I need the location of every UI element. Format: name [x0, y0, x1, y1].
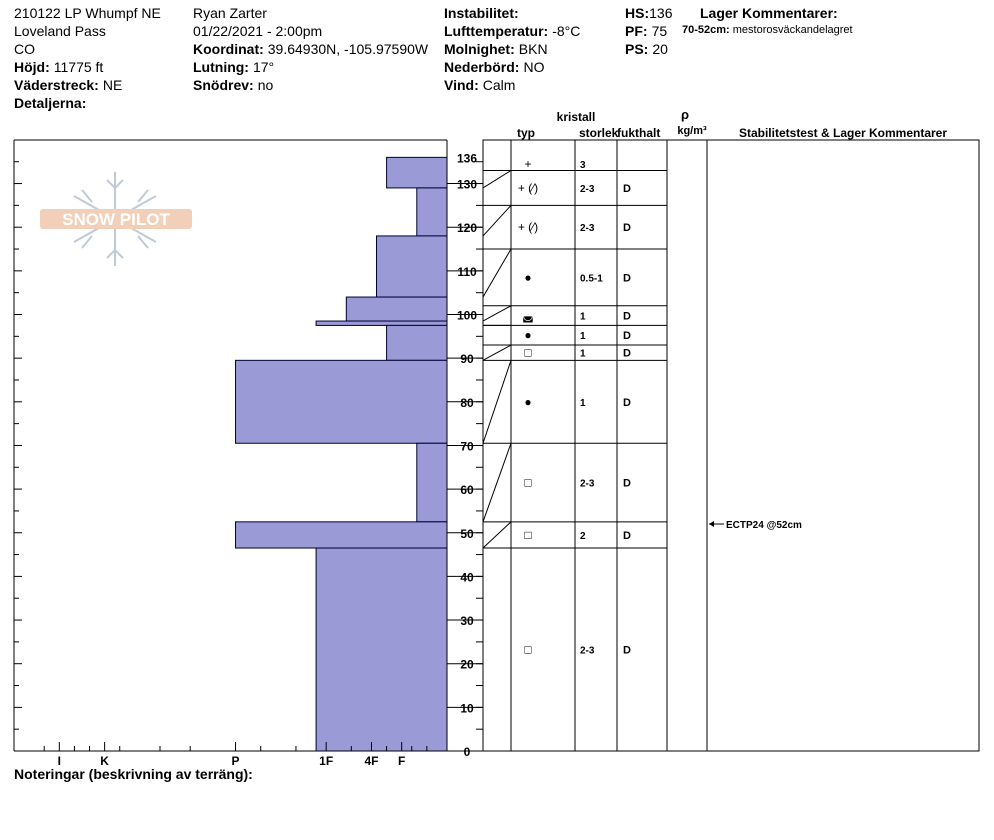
hardness-bar	[316, 321, 447, 325]
height-tick-label: 90	[460, 352, 474, 367]
height-tick-label: 60	[460, 483, 474, 498]
layer-connector	[483, 443, 511, 522]
moisture-value: D	[623, 330, 631, 343]
moisture-value: D	[623, 396, 631, 409]
grain-size: 2-3	[580, 223, 595, 235]
height-tick-label: 40	[460, 570, 474, 585]
grain-type: + (⁄)	[517, 180, 539, 195]
grain-size: 3	[580, 159, 586, 171]
grain-size: 2-3	[580, 478, 595, 490]
height-tick-label: 80	[460, 395, 474, 410]
hardness-bars	[236, 157, 447, 751]
height-tick-label: 20	[460, 657, 474, 672]
details-field: Detaljerna:	[14, 95, 87, 111]
layer-connector	[483, 306, 511, 321]
height-tick-label: 130	[456, 177, 478, 192]
observation-datetime: 01/22/2021 - 2:00pm	[193, 23, 323, 39]
layer-comments-title: Lager Kommentarer:	[700, 5, 838, 21]
hardness-tick-label: I	[57, 754, 61, 768]
sky-field: Molnighet: BKN	[444, 41, 548, 57]
hardness-bar	[316, 548, 447, 751]
observer-name: Ryan Zarter	[193, 5, 267, 21]
layer-connector	[483, 345, 511, 360]
logo-text: SNOW PILOT	[62, 210, 170, 229]
hardness-plot	[14, 140, 483, 768]
height-tick-label: 10	[460, 701, 474, 716]
moisture-value: D	[623, 529, 631, 542]
hs-field: HS:136	[625, 5, 673, 21]
height-tick-label: 70	[460, 439, 474, 454]
col-stability: Stabilitetstest & Lager Kommentarer	[738, 126, 948, 140]
location-name: Loveland Pass	[14, 23, 106, 39]
aspect-field: Väderstreck: NE	[14, 77, 123, 93]
grain-size: 2-3	[580, 645, 595, 657]
grain-size: 0.5-1	[580, 273, 603, 285]
grain-size: 1	[580, 311, 586, 323]
grain-type: □	[524, 642, 532, 657]
state-name: CO	[14, 41, 35, 57]
col-size: storlek	[579, 126, 619, 140]
blowing-snow-field: Snödrev: no	[193, 77, 274, 93]
layer-connectors	[483, 170, 511, 548]
moisture-value: D	[623, 347, 631, 360]
col-moisture: fukthalt	[617, 126, 661, 140]
hardness-bar	[236, 360, 447, 443]
ps-field: PS: 20	[625, 41, 668, 57]
hardness-tick-label: K	[100, 754, 109, 768]
hardness-bar	[377, 236, 447, 297]
hardness-bar	[236, 522, 447, 548]
grain-type: □	[524, 475, 532, 490]
hardness-tick-label: 1F	[319, 754, 334, 768]
hardness-tick-label: 4F	[364, 754, 379, 768]
layer-table	[483, 107, 979, 751]
layer-connector	[483, 249, 511, 297]
grain-size: 1	[580, 348, 586, 360]
hardness-bar	[417, 188, 447, 236]
col-density-unit: kg/m³	[677, 125, 707, 137]
moisture-value: D	[623, 644, 631, 657]
pf-field: PF: 75	[625, 23, 668, 39]
slope-field: Lutning: 17°	[193, 59, 275, 75]
grain-size: 1	[580, 397, 586, 409]
height-tick-label: 50	[460, 526, 474, 541]
hardness-bar	[417, 443, 447, 522]
grain-type: + (⁄)	[517, 220, 539, 235]
moisture-value: D	[623, 310, 631, 323]
col-rho: ρ	[680, 107, 690, 122]
layer-comment: 70-52cm: mestorosväckandelagret	[682, 24, 853, 36]
moisture-value: D	[623, 477, 631, 490]
test-marker-arrow	[709, 521, 714, 527]
moisture-value: D	[623, 182, 631, 195]
moisture-value: D	[623, 222, 631, 235]
grain-size: 1	[580, 331, 586, 343]
moisture-value: D	[623, 272, 631, 285]
grain-type: □	[524, 345, 532, 360]
hardness-bar	[387, 325, 447, 360]
grain-type: ●	[524, 328, 532, 343]
site-name: 210122 LP Whumpf NE	[14, 5, 161, 21]
grain-size: 2-3	[580, 183, 595, 195]
height-tick-label: 30	[460, 614, 474, 629]
wind-field: Vind: Calm	[444, 77, 516, 93]
hardness-bar	[346, 297, 447, 321]
test-label: ECTP24 @52cm	[726, 520, 802, 532]
coordinates-field: Koordinat: 39.64930N, -105.97590W	[193, 41, 429, 57]
air-temp-field: Lufttemperatur: -8°C	[444, 23, 581, 39]
precip-field: Nederbörd: NO	[444, 59, 545, 75]
layer-connector	[483, 360, 511, 443]
col-type: typ	[517, 126, 535, 140]
height-tick-label: 136	[456, 151, 478, 166]
height-tick-label: 100	[456, 308, 478, 323]
grain-type: ●	[524, 394, 532, 409]
stability-tests	[709, 520, 802, 531]
height-tick-label: 120	[456, 221, 478, 236]
grain-type: ◛	[522, 308, 534, 323]
grain-type: ●	[524, 270, 532, 285]
hardness-bar	[387, 157, 447, 188]
layer-connector	[483, 522, 511, 548]
col-crystal: kristall	[556, 110, 596, 124]
terrain-notes-label: Noteringar (beskrivning av terräng):	[14, 766, 253, 782]
elevation-field: Höjd: 11775 ft	[14, 59, 104, 75]
grain-type: +	[524, 156, 532, 171]
grain-type: □	[524, 527, 532, 542]
height-tick-label: 0	[463, 745, 471, 759]
instability-field: Instabilitet:	[444, 5, 519, 21]
table-frame	[483, 140, 979, 751]
layer-connector	[483, 170, 511, 187]
layer-connector	[483, 205, 511, 236]
hardness-tick-label: P	[231, 754, 240, 768]
height-tick-label: 110	[457, 264, 477, 279]
snowpilot-logo	[40, 172, 192, 266]
hardness-tick-label: F	[398, 754, 406, 768]
grain-size: 2	[580, 530, 586, 542]
